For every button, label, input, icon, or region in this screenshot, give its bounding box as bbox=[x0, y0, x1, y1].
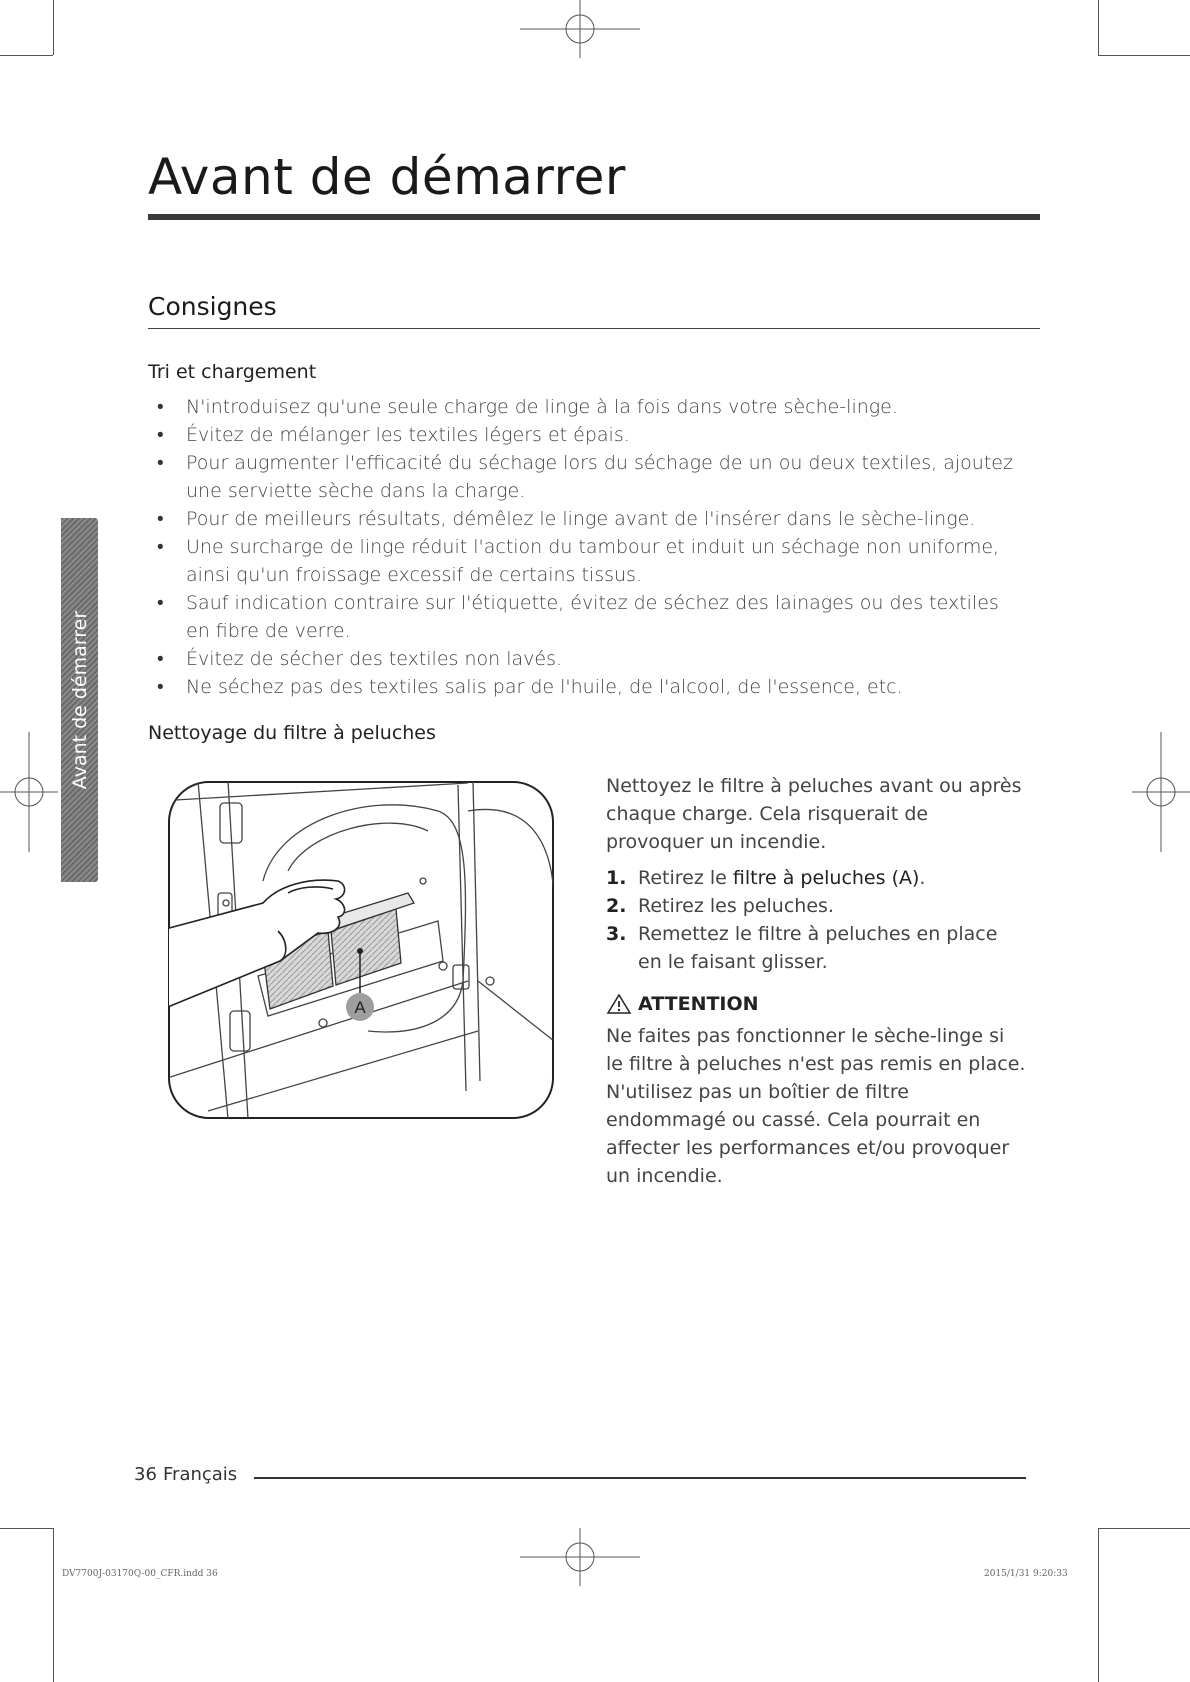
page-number: 36 bbox=[134, 1464, 157, 1485]
lint-heading: Nettoyage du filtre à peluches bbox=[148, 722, 436, 744]
crop-mark bbox=[0, 55, 53, 56]
dryer-drawing bbox=[168, 781, 554, 1119]
list-item: • Évitez de mélanger les textiles légers et épais. bbox=[157, 421, 1017, 449]
list-item: • Une surcharge de linge réduit l'action du tambour et induit un séchage non uniforme, ainsi qu'un froissage excessif de certains tissus. bbox=[157, 533, 1017, 589]
registration-mark-top bbox=[520, 0, 640, 60]
sorting-list bbox=[157, 393, 1017, 701]
step-number: 3. bbox=[606, 923, 627, 945]
crop-mark bbox=[1098, 55, 1190, 56]
step-emphasis: filtre à peluches (A) bbox=[732, 867, 920, 889]
attention-heading bbox=[606, 990, 1026, 1018]
lint-intro: Nettoyez le filtre à peluches avant ou après chaque charge. Cela risquerait de provoquer un incendie. bbox=[606, 775, 1022, 853]
warning-icon bbox=[606, 993, 632, 1015]
registration-mark-bottom bbox=[520, 1528, 640, 1588]
list-item: • Sauf indication contraire sur l'étiquette, évitez de séchez des lainages ou des textiles en fibre de verre. bbox=[157, 589, 1017, 645]
chapter-title: Avant de démarrer bbox=[148, 148, 626, 206]
list-item: • N'introduisez qu'une seule charge de linge à la fois dans votre sèche-linge. bbox=[157, 393, 1017, 421]
section-rule bbox=[148, 328, 1040, 329]
list-item: • Évitez de sécher des textiles non lavés. bbox=[157, 645, 1017, 673]
side-tab-label: Avant de démarrer bbox=[68, 610, 91, 790]
lint-steps bbox=[606, 864, 1026, 976]
list-item bbox=[606, 920, 1026, 976]
crop-mark bbox=[53, 1528, 54, 1682]
step-text: Retirez le bbox=[638, 867, 733, 889]
step-number: 1. bbox=[606, 867, 627, 889]
step-text: Retirez les peluches. bbox=[638, 895, 834, 917]
crop-mark bbox=[0, 1528, 53, 1529]
print-file-slug: DV7700J-03170Q-00_CFR.indd 36 bbox=[62, 1569, 218, 1579]
registration-mark-left bbox=[0, 732, 60, 852]
step-number: 2. bbox=[606, 895, 627, 917]
list-item: • Pour de meilleurs résultats, démêlez le linge avant de l'insérer dans le sèche-linge. bbox=[157, 505, 1017, 533]
lint-filter-illustration bbox=[168, 781, 554, 1119]
lint-instructions bbox=[606, 772, 1026, 1190]
callout-label-a: A bbox=[354, 998, 366, 1017]
crop-mark bbox=[1098, 1528, 1190, 1529]
sorting-heading: Tri et chargement bbox=[148, 361, 317, 383]
step-text-end: . bbox=[919, 867, 926, 889]
footer-rule bbox=[254, 1477, 1026, 1479]
list-item bbox=[606, 892, 1026, 920]
crop-mark bbox=[1098, 1528, 1099, 1682]
footer-language: Français bbox=[163, 1464, 238, 1485]
print-date-slug: 2015/1/31 9:20:33 bbox=[984, 1569, 1068, 1579]
step-text: Remettez le filtre à peluches en place en le faisant glisser. bbox=[638, 923, 998, 973]
section-title: Consignes bbox=[148, 292, 277, 321]
list-item: • Pour augmenter l'efficacité du séchage lors du séchage de un ou deux textiles, ajoutez une serviette sèche dans la charge. bbox=[157, 449, 1017, 505]
chapter-title-rule bbox=[148, 214, 1040, 220]
registration-mark-right bbox=[1130, 732, 1190, 852]
attention-title: ATTENTION bbox=[638, 993, 759, 1015]
chapter-side-tab bbox=[61, 518, 98, 882]
list-item: • Ne séchez pas des textiles salis par de l'huile, de l'alcool, de l'essence, etc. bbox=[157, 673, 1017, 701]
list-item bbox=[606, 864, 1026, 892]
attention-text: Ne faites pas fonctionner le sèche-linge si le filtre à peluches n'est pas remis en place. N'utilisez pas un boîtier de filtre endommagé ou cassé. Cela pourrait en affecter les performances et/ou provoquer un incendie. bbox=[606, 1025, 1026, 1187]
crop-mark bbox=[53, 0, 54, 55]
crop-mark bbox=[1098, 0, 1099, 55]
